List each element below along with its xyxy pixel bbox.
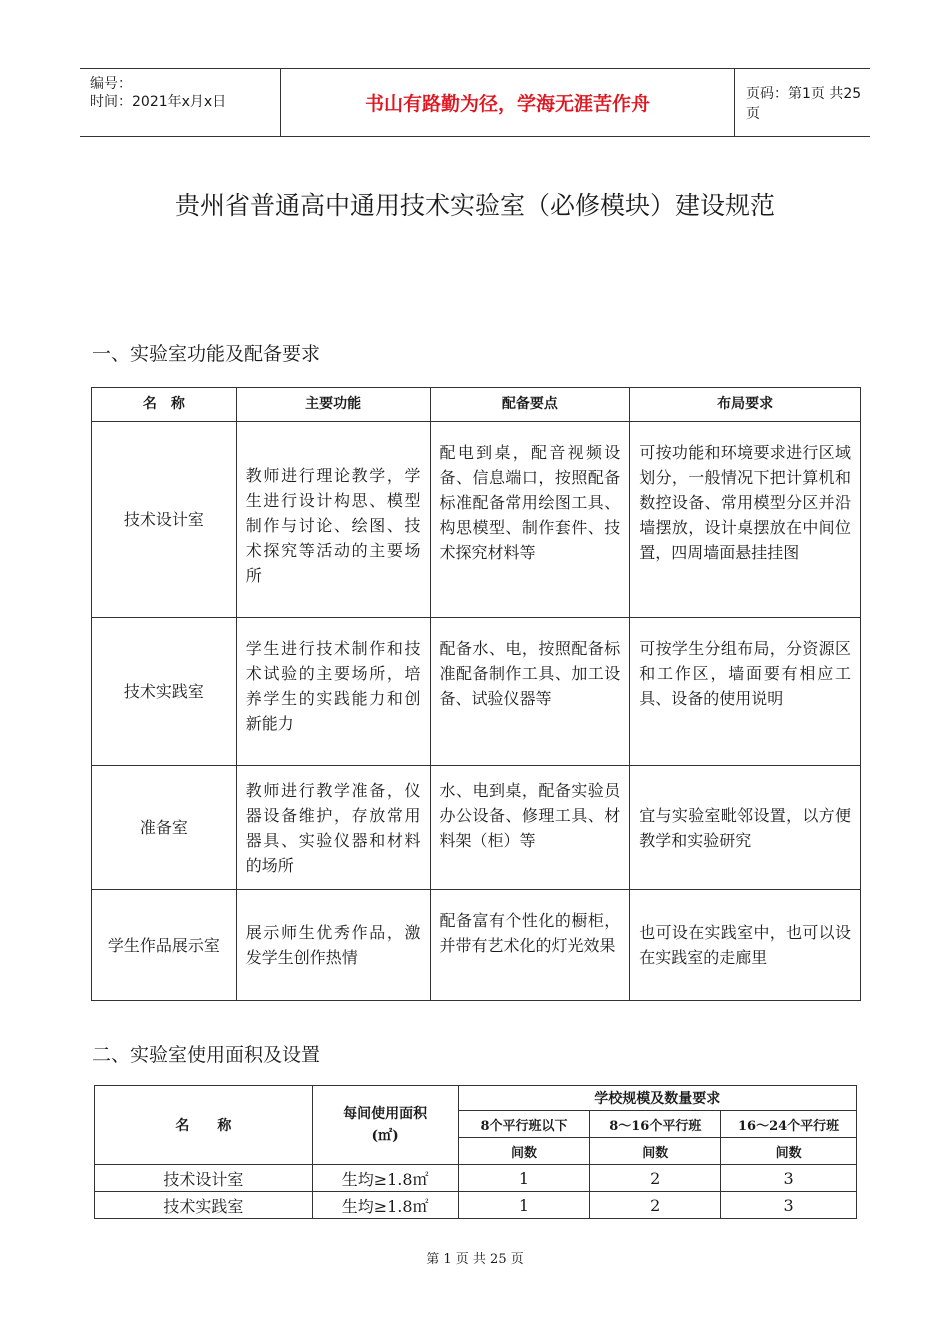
room-name: 技术实践室 <box>92 618 237 766</box>
room-function: 学生进行技术制作和技术试验的主要场所，培养学生的实践能力和创新能力 <box>236 618 430 766</box>
room-name: 学生作品展示室 <box>92 890 237 1001</box>
unit-label: 间数 <box>458 1138 590 1165</box>
col-header-equipment: 配备要点 <box>430 388 630 422</box>
col-header-function: 主要功能 <box>236 388 430 422</box>
table-header-row <box>95 1086 857 1111</box>
page-header <box>80 68 870 137</box>
room-layout: 可按学生分组布局，分资源区和工作区，墙面要有相应工具、设备的使用说明 <box>630 618 861 766</box>
room-equipment: 配备水、电，按照配备标准配备制作工具、加工设备、试验仪器等 <box>430 618 630 766</box>
function-table <box>91 387 861 1001</box>
room-name: 技术设计室 <box>92 422 237 618</box>
room-equipment: 配备富有个性化的橱柜，并带有艺术化的灯光效果 <box>430 890 630 1001</box>
table-row <box>92 618 861 766</box>
table-row <box>92 422 861 618</box>
col-header-area: 每间使用面积(㎡) <box>312 1086 458 1165</box>
room-function: 教师进行教学准备，仪器设备维护，存放常用器具、实验仪器和材料的场所 <box>236 766 430 890</box>
room-function: 展示师生优秀作品，激发学生创作热情 <box>236 890 430 1001</box>
area-table <box>94 1085 857 1219</box>
scale-large: 16～24个平行班 <box>721 1111 857 1138</box>
col-header-layout: 布局要求 <box>630 388 861 422</box>
unit-label: 间数 <box>590 1138 721 1165</box>
room-equipment: 配电到桌，配音视频设备、信息端口，按照配备标准配备常用绘图工具、构思模型、制作套件、技术探究材料等 <box>430 422 630 618</box>
room-layout: 可按功能和环境要求进行区域划分，一般情况下把计算机和数控设备、常用模型分区并沿墙摆放，设计桌摆放在中间位置，四周墙面悬挂挂图 <box>630 422 861 618</box>
room-name: 技术实践室 <box>95 1192 313 1219</box>
count-medium: 2 <box>590 1192 721 1219</box>
page-footer: 第 1 页 共 25 页 <box>426 1252 524 1267</box>
time-label: 时间：2021年x月x日 <box>90 94 227 110</box>
room-area: 生均≥1.8㎡ <box>312 1192 458 1219</box>
header-motto: 书山有路勤为径，学海无涯苦作舟 <box>280 69 735 136</box>
header-meta <box>80 69 280 136</box>
room-layout: 宜与实验室毗邻设置，以方便教学和实验研究 <box>630 766 861 890</box>
table-header-row <box>92 388 861 422</box>
scale-small: 8个平行班以下 <box>458 1111 590 1138</box>
table-row <box>92 890 861 1001</box>
room-function: 教师进行理论教学，学生进行设计构思、模型制作与讨论、绘图、技术探究等活动的主要场所 <box>236 422 430 618</box>
number-label: 编号： <box>90 76 132 92</box>
count-small: 1 <box>458 1192 590 1219</box>
document-title: 贵州省普通高中通用技术实验室（必修模块）建设规范 <box>174 191 775 220</box>
count-small: 1 <box>458 1165 590 1192</box>
room-area: 生均≥1.8㎡ <box>312 1165 458 1192</box>
count-large: 3 <box>721 1192 857 1219</box>
col-header-scale: 学校规模及数量要求 <box>458 1086 856 1111</box>
col-header-name: 名 称 <box>95 1086 313 1165</box>
room-layout: 也可设在实践室中，也可以设在实践室的走廊里 <box>630 890 861 1001</box>
count-medium: 2 <box>590 1165 721 1192</box>
room-equipment: 水、电到桌，配备实验员办公设备、修理工具、材料架（柜）等 <box>430 766 630 890</box>
table-row <box>95 1192 857 1219</box>
table-row <box>92 766 861 890</box>
room-name: 技术设计室 <box>95 1165 313 1192</box>
col-header-name: 名 称 <box>92 388 237 422</box>
table-row <box>95 1165 857 1192</box>
section-1-heading: 一、实验室功能及配备要求 <box>92 343 321 365</box>
unit-label: 间数 <box>721 1138 857 1165</box>
scale-medium: 8～16个平行班 <box>590 1111 721 1138</box>
section-2-heading: 二、实验室使用面积及设置 <box>92 1044 321 1066</box>
header-page-info: 页码：第1页 共25页 <box>746 85 862 122</box>
room-name: 准备室 <box>92 766 237 890</box>
count-large: 3 <box>721 1165 857 1192</box>
